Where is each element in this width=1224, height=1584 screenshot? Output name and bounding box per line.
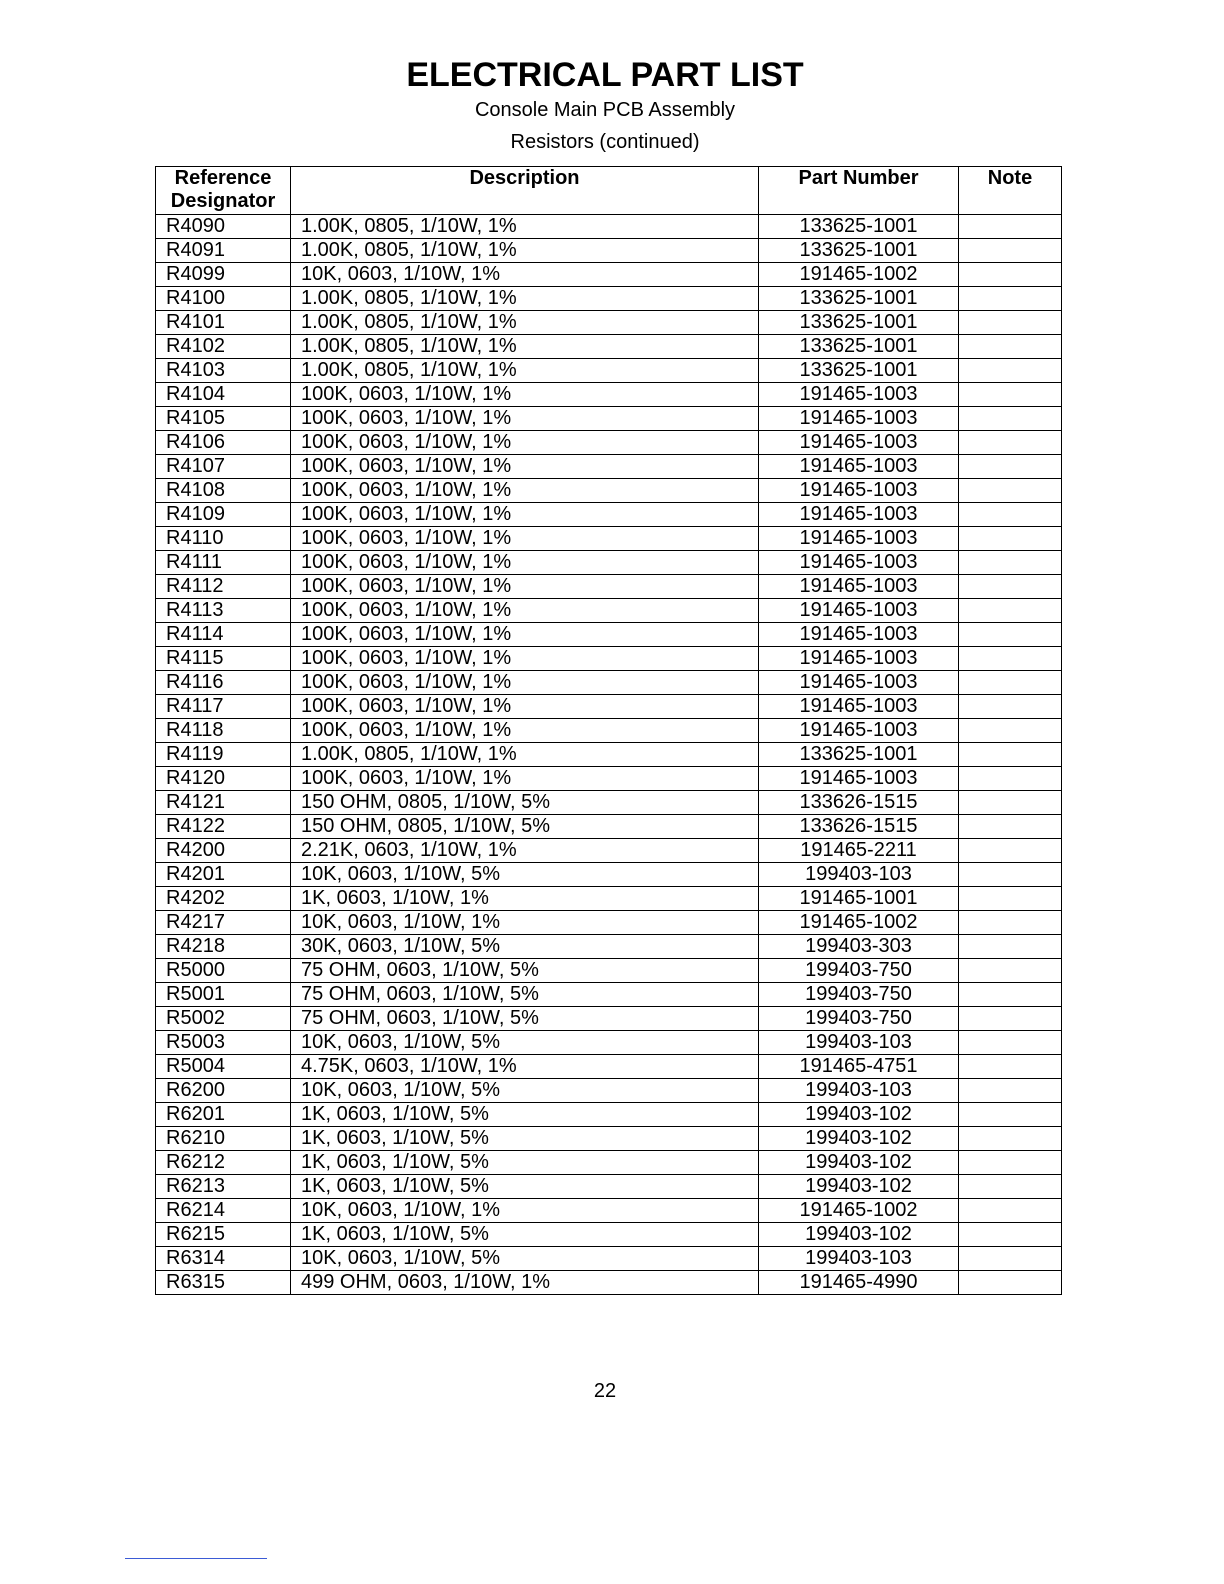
table-row [156, 839, 1062, 863]
parts-table-body [156, 215, 1062, 1295]
table-row [156, 1151, 1062, 1175]
cell-description: 100K, 0603, 1/10W, 1% [291, 527, 759, 551]
cell-part-number: 191465-1003 [759, 623, 959, 647]
table-row [156, 335, 1062, 359]
cell-description: 100K, 0603, 1/10W, 1% [291, 455, 759, 479]
cell-note [959, 1079, 1062, 1103]
cell-reference-designator: R5003 [156, 1031, 291, 1055]
cell-reference-designator: R4118 [156, 719, 291, 743]
cell-part-number: 191465-1003 [759, 503, 959, 527]
cell-note [959, 959, 1062, 983]
cell-note [959, 407, 1062, 431]
cell-reference-designator: R4217 [156, 911, 291, 935]
table-row [156, 623, 1062, 647]
cell-reference-designator: R4115 [156, 647, 291, 671]
table-row [156, 215, 1062, 239]
cell-reference-designator: R4112 [156, 575, 291, 599]
cell-reference-designator: R4201 [156, 863, 291, 887]
table-row [156, 407, 1062, 431]
cell-note [959, 695, 1062, 719]
cell-note [959, 791, 1062, 815]
cell-reference-designator: R4111 [156, 551, 291, 575]
cell-reference-designator: R4114 [156, 623, 291, 647]
cell-part-number: 191465-1002 [759, 911, 959, 935]
cell-description: 75 OHM, 0603, 1/10W, 5% [291, 959, 759, 983]
cell-part-number: 199403-303 [759, 935, 959, 959]
cell-note [959, 983, 1062, 1007]
cell-description: 30K, 0603, 1/10W, 5% [291, 935, 759, 959]
header-description: Description [291, 167, 759, 215]
page-title: ELECTRICAL PART LIST [406, 56, 804, 94]
cell-reference-designator: R6210 [156, 1127, 291, 1151]
cell-note [959, 239, 1062, 263]
table-row [156, 1103, 1062, 1127]
cell-note [959, 863, 1062, 887]
cell-reference-designator: R4110 [156, 527, 291, 551]
cell-part-number: 191465-4751 [759, 1055, 959, 1079]
assembly-subtitle: Console Main PCB Assembly [474, 99, 736, 121]
cell-part-number: 191465-1003 [759, 431, 959, 455]
cell-part-number: 191465-1003 [759, 719, 959, 743]
cell-part-number: 191465-1003 [759, 767, 959, 791]
cell-part-number: 191465-1003 [759, 383, 959, 407]
cell-reference-designator: R4121 [156, 791, 291, 815]
cell-reference-designator: R4099 [156, 263, 291, 287]
cell-description: 10K, 0603, 1/10W, 1% [291, 911, 759, 935]
cell-description: 1.00K, 0805, 1/10W, 1% [291, 335, 759, 359]
cell-part-number: 133625-1001 [759, 743, 959, 767]
cell-description: 1.00K, 0805, 1/10W, 1% [291, 287, 759, 311]
header-ref-line1: Reference [174, 167, 272, 189]
cell-description: 1.00K, 0805, 1/10W, 1% [291, 743, 759, 767]
table-row [156, 1007, 1062, 1031]
cell-part-number: 191465-1003 [759, 479, 959, 503]
cell-description: 100K, 0603, 1/10W, 1% [291, 383, 759, 407]
cell-part-number: 133625-1001 [759, 239, 959, 263]
table-row [156, 1031, 1062, 1055]
table-row [156, 479, 1062, 503]
cell-note [959, 935, 1062, 959]
header-reference-designator [156, 167, 291, 215]
table-row [156, 791, 1062, 815]
cell-reference-designator: R6315 [156, 1271, 291, 1295]
cell-note [959, 551, 1062, 575]
table-row [156, 503, 1062, 527]
cell-reference-designator: R4117 [156, 695, 291, 719]
cell-note [959, 647, 1062, 671]
cell-description: 150 OHM, 0805, 1/10W, 5% [291, 815, 759, 839]
cell-note [959, 1223, 1062, 1247]
cell-note [959, 215, 1062, 239]
cell-part-number: 191465-1003 [759, 455, 959, 479]
table-row [156, 1175, 1062, 1199]
cell-note [959, 911, 1062, 935]
cell-part-number: 191465-1003 [759, 551, 959, 575]
table-row [156, 239, 1062, 263]
table-row [156, 527, 1062, 551]
cell-note [959, 1151, 1062, 1175]
table-row [156, 431, 1062, 455]
cell-reference-designator: R4090 [156, 215, 291, 239]
cell-description: 499 OHM, 0603, 1/10W, 1% [291, 1271, 759, 1295]
cell-reference-designator: R6314 [156, 1247, 291, 1271]
cell-part-number: 133626-1515 [759, 791, 959, 815]
cell-part-number: 199403-102 [759, 1175, 959, 1199]
cell-reference-designator: R4103 [156, 359, 291, 383]
cell-reference-designator: R5000 [156, 959, 291, 983]
cell-reference-designator: R4100 [156, 287, 291, 311]
cell-description: 2.21K, 0603, 1/10W, 1% [291, 839, 759, 863]
table-row [156, 815, 1062, 839]
table-row [156, 1247, 1062, 1271]
cell-description: 100K, 0603, 1/10W, 1% [291, 695, 759, 719]
table-row [156, 887, 1062, 911]
table-row [156, 671, 1062, 695]
cell-part-number: 191465-1002 [759, 263, 959, 287]
cell-part-number: 199403-750 [759, 959, 959, 983]
table-row [156, 935, 1062, 959]
cell-description: 10K, 0603, 1/10W, 5% [291, 1031, 759, 1055]
parts-table-header [156, 167, 1062, 215]
cell-description: 100K, 0603, 1/10W, 1% [291, 719, 759, 743]
table-row [156, 359, 1062, 383]
cell-reference-designator: R4107 [156, 455, 291, 479]
cell-part-number: 191465-1003 [759, 695, 959, 719]
header-row [156, 167, 1062, 215]
cell-note [959, 599, 1062, 623]
cell-reference-designator: R4105 [156, 407, 291, 431]
table-row [156, 1079, 1062, 1103]
cell-part-number: 199403-103 [759, 863, 959, 887]
cell-note [959, 671, 1062, 695]
cell-note [959, 1271, 1062, 1295]
cell-part-number: 133625-1001 [759, 287, 959, 311]
table-row [156, 1127, 1062, 1151]
cell-description: 75 OHM, 0603, 1/10W, 5% [291, 1007, 759, 1031]
cell-note [959, 527, 1062, 551]
cell-description: 1K, 0603, 1/10W, 5% [291, 1223, 759, 1247]
cell-note [959, 359, 1062, 383]
cell-reference-designator: R6200 [156, 1079, 291, 1103]
cell-reference-designator: R4102 [156, 335, 291, 359]
table-row [156, 311, 1062, 335]
cell-description: 150 OHM, 0805, 1/10W, 5% [291, 791, 759, 815]
cell-reference-designator: R4101 [156, 311, 291, 335]
cell-description: 75 OHM, 0603, 1/10W, 5% [291, 983, 759, 1007]
table-row [156, 959, 1062, 983]
cell-reference-designator: R5002 [156, 1007, 291, 1031]
cell-description: 10K, 0603, 1/10W, 5% [291, 1247, 759, 1271]
cell-part-number: 133626-1515 [759, 815, 959, 839]
cell-description: 100K, 0603, 1/10W, 1% [291, 503, 759, 527]
cell-note [959, 887, 1062, 911]
cell-reference-designator: R4202 [156, 887, 291, 911]
cell-note [959, 383, 1062, 407]
cell-note [959, 1247, 1062, 1271]
cell-note [959, 1031, 1062, 1055]
cell-note [959, 1199, 1062, 1223]
table-row [156, 767, 1062, 791]
parts-table [155, 166, 1062, 1295]
cell-part-number: 191465-1003 [759, 527, 959, 551]
cell-description: 1.00K, 0805, 1/10W, 1% [291, 215, 759, 239]
table-row [156, 983, 1062, 1007]
cell-reference-designator: R4119 [156, 743, 291, 767]
table-row [156, 1271, 1062, 1295]
header-note: Note [959, 167, 1062, 215]
cell-note [959, 263, 1062, 287]
cell-part-number: 199403-103 [759, 1247, 959, 1271]
cell-reference-designator: R4091 [156, 239, 291, 263]
cell-note [959, 815, 1062, 839]
cell-description: 100K, 0603, 1/10W, 1% [291, 479, 759, 503]
cell-description: 10K, 0603, 1/10W, 5% [291, 1079, 759, 1103]
cell-note [959, 1127, 1062, 1151]
cell-note [959, 311, 1062, 335]
table-row [156, 599, 1062, 623]
cell-reference-designator: R4104 [156, 383, 291, 407]
cell-part-number: 199403-750 [759, 1007, 959, 1031]
table-row [156, 551, 1062, 575]
cell-reference-designator: R4120 [156, 767, 291, 791]
cell-description: 100K, 0603, 1/10W, 1% [291, 767, 759, 791]
table-row [156, 647, 1062, 671]
cell-reference-designator: R5004 [156, 1055, 291, 1079]
cell-description: 100K, 0603, 1/10W, 1% [291, 647, 759, 671]
cell-part-number: 191465-2211 [759, 839, 959, 863]
cell-description: 100K, 0603, 1/10W, 1% [291, 623, 759, 647]
cell-description: 100K, 0603, 1/10W, 1% [291, 431, 759, 455]
cell-description: 1.00K, 0805, 1/10W, 1% [291, 359, 759, 383]
cell-reference-designator: R4109 [156, 503, 291, 527]
cell-reference-designator: R4108 [156, 479, 291, 503]
cell-part-number: 191465-1003 [759, 599, 959, 623]
cell-note [959, 479, 1062, 503]
cell-note [959, 623, 1062, 647]
cell-note [959, 767, 1062, 791]
cell-note [959, 839, 1062, 863]
cell-description: 10K, 0603, 1/10W, 1% [291, 263, 759, 287]
cell-description: 1.00K, 0805, 1/10W, 1% [291, 239, 759, 263]
cell-part-number: 191465-1001 [759, 887, 959, 911]
cell-note [959, 743, 1062, 767]
cell-note [959, 1175, 1062, 1199]
cell-note [959, 503, 1062, 527]
cell-reference-designator: R4116 [156, 671, 291, 695]
cell-part-number: 191465-1002 [759, 1199, 959, 1223]
cell-reference-designator: R6213 [156, 1175, 291, 1199]
cell-description: 1K, 0603, 1/10W, 5% [291, 1103, 759, 1127]
cell-part-number: 133625-1001 [759, 359, 959, 383]
cell-note [959, 287, 1062, 311]
cell-reference-designator: R4200 [156, 839, 291, 863]
cell-note [959, 335, 1062, 359]
table-row [156, 1199, 1062, 1223]
cell-part-number: 133625-1001 [759, 215, 959, 239]
cell-part-number: 199403-102 [759, 1151, 959, 1175]
cell-part-number: 191465-4990 [759, 1271, 959, 1295]
cell-description: 1K, 0603, 1/10W, 5% [291, 1151, 759, 1175]
cell-description: 1K, 0603, 1/10W, 5% [291, 1127, 759, 1151]
cell-part-number: 191465-1003 [759, 575, 959, 599]
cell-part-number: 191465-1003 [759, 407, 959, 431]
header-part-number: Part Number [759, 167, 959, 215]
cell-description: 100K, 0603, 1/10W, 1% [291, 671, 759, 695]
cell-description: 1K, 0603, 1/10W, 5% [291, 1175, 759, 1199]
cell-reference-designator: R4122 [156, 815, 291, 839]
header-ref-line2: Designator [170, 190, 276, 212]
footer-rule [125, 1558, 267, 1559]
cell-note [959, 455, 1062, 479]
cell-description: 1.00K, 0805, 1/10W, 1% [291, 311, 759, 335]
table-row [156, 719, 1062, 743]
table-row [156, 911, 1062, 935]
cell-note [959, 1103, 1062, 1127]
table-row [156, 263, 1062, 287]
cell-description: 100K, 0603, 1/10W, 1% [291, 599, 759, 623]
cell-description: 1K, 0603, 1/10W, 1% [291, 887, 759, 911]
cell-reference-designator: R4218 [156, 935, 291, 959]
section-heading: Resistors (continued) [510, 131, 700, 153]
cell-reference-designator: R6215 [156, 1223, 291, 1247]
cell-reference-designator: R4113 [156, 599, 291, 623]
cell-note [959, 1007, 1062, 1031]
cell-reference-designator: R6201 [156, 1103, 291, 1127]
cell-part-number: 199403-102 [759, 1127, 959, 1151]
cell-part-number: 191465-1003 [759, 671, 959, 695]
table-row [156, 743, 1062, 767]
cell-reference-designator: R6212 [156, 1151, 291, 1175]
cell-part-number: 199403-103 [759, 1079, 959, 1103]
cell-part-number: 133625-1001 [759, 335, 959, 359]
cell-description: 100K, 0603, 1/10W, 1% [291, 407, 759, 431]
cell-note [959, 575, 1062, 599]
table-row [156, 455, 1062, 479]
cell-reference-designator: R4106 [156, 431, 291, 455]
cell-note [959, 719, 1062, 743]
cell-part-number: 199403-102 [759, 1223, 959, 1247]
cell-description: 10K, 0603, 1/10W, 1% [291, 1199, 759, 1223]
page-number: 22 [593, 1380, 617, 1402]
cell-reference-designator: R5001 [156, 983, 291, 1007]
cell-part-number: 199403-102 [759, 1103, 959, 1127]
cell-reference-designator: R6214 [156, 1199, 291, 1223]
cell-description: 4.75K, 0603, 1/10W, 1% [291, 1055, 759, 1079]
cell-part-number: 199403-750 [759, 983, 959, 1007]
table-row [156, 287, 1062, 311]
table-row [156, 1055, 1062, 1079]
cell-description: 10K, 0603, 1/10W, 5% [291, 863, 759, 887]
cell-description: 100K, 0603, 1/10W, 1% [291, 551, 759, 575]
cell-note [959, 1055, 1062, 1079]
cell-part-number: 133625-1001 [759, 311, 959, 335]
cell-part-number: 199403-103 [759, 1031, 959, 1055]
cell-description: 100K, 0603, 1/10W, 1% [291, 575, 759, 599]
cell-note [959, 431, 1062, 455]
table-row [156, 383, 1062, 407]
cell-part-number: 191465-1003 [759, 647, 959, 671]
table-row [156, 863, 1062, 887]
table-row [156, 1223, 1062, 1247]
table-row [156, 695, 1062, 719]
table-row [156, 575, 1062, 599]
